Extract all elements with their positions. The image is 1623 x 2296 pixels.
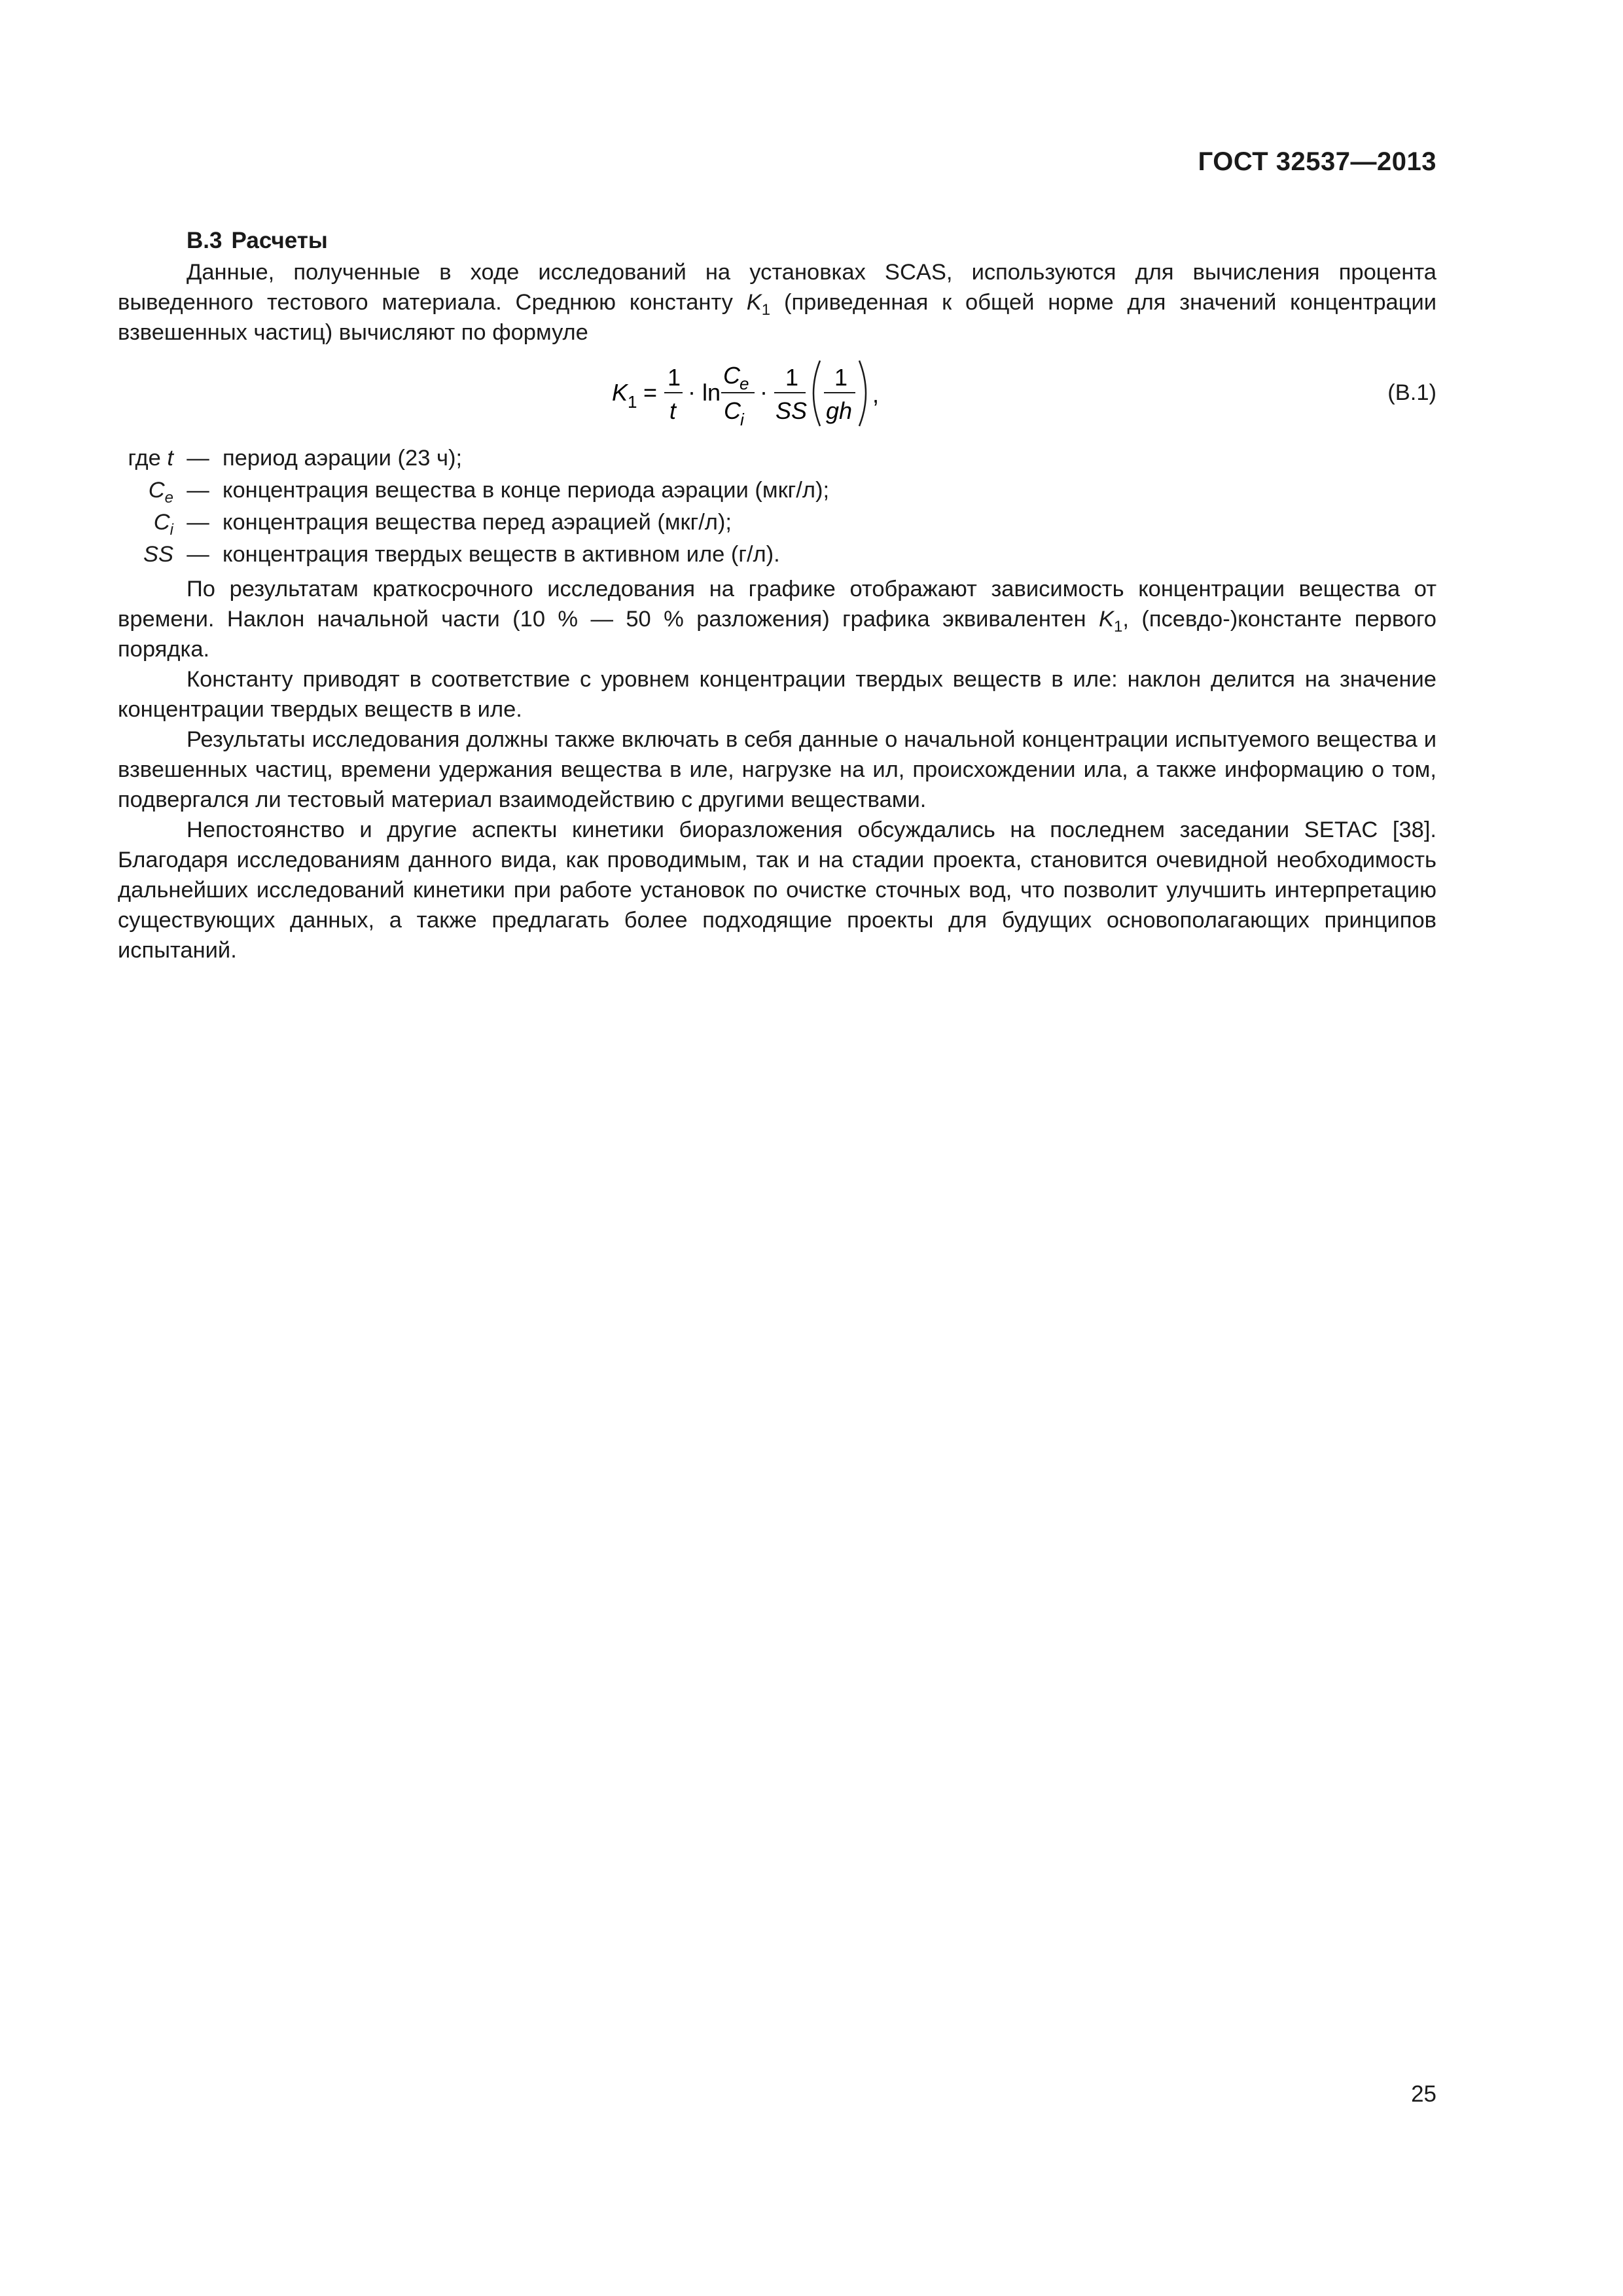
intro-symbol: K — [746, 290, 762, 315]
legend-prefix: где — [128, 446, 168, 471]
formula-den-t: t — [669, 397, 677, 424]
legend-symbol — [118, 475, 173, 505]
page-number: 25 — [1411, 2081, 1436, 2107]
document-code: ГОСТ 32537—2013 — [1198, 147, 1436, 176]
intro-paragraph — [118, 257, 1436, 348]
formula-gh: gh — [826, 397, 853, 424]
paragraph-constant-normalization: Константу приводят в соответствие с уровнем концентрации твердых веществ в иле: наклон делится на значение концентрации твердых веществ в иле. — [118, 667, 1436, 722]
formula-ci-sub: i — [740, 410, 744, 429]
legend-dash: — — [187, 542, 209, 567]
formula-lhs: K — [612, 379, 628, 406]
formula-lhs-sub: 1 — [628, 392, 637, 412]
legend-dash: — — [187, 478, 209, 503]
formula-row — [118, 351, 1436, 437]
left-paren — [813, 361, 820, 426]
main-content — [118, 226, 1436, 965]
legend-symbol — [118, 539, 173, 569]
legend-symbol-text: t — [167, 446, 173, 471]
para2-text-before: По результатам краткосрочного исследования на графике отображают зависимость концентрации вещества от времени. Наклон начальной части (10 % — 50 % разложения) графика эквивалентен — [118, 577, 1436, 632]
section-title: Расчеты — [231, 228, 328, 253]
para2-symbol: K — [1098, 607, 1114, 632]
formula-num-gh: 1 — [834, 364, 848, 391]
legend-row — [118, 443, 1436, 475]
section-heading — [187, 226, 1436, 256]
legend-description: концентрация твердых веществ в активном иле (г/л). — [223, 542, 780, 567]
intro-text-after: (приведенная к общей норме для значений концентрации взвешенных частиц) вычисляют по формуле — [118, 290, 1436, 345]
formula-ce-sub: e — [740, 374, 749, 393]
legend-symbol-text: SS — [143, 542, 173, 567]
legend-symbol-sub: i — [169, 521, 173, 539]
formula-num-1: 1 — [668, 364, 681, 391]
formula-ce: C — [723, 362, 740, 389]
legend-dash: — — [187, 446, 209, 471]
legend-dash: — — [187, 510, 209, 535]
legend-symbol-text: C — [153, 510, 170, 535]
legend-description: концентрация вещества в конце периода аэрации (мкг/л); — [223, 478, 830, 503]
intro-text-before: Данные, полученные в ходе исследований на установках SCAS, используются для вычисления процента выведенного тестового материала. Среднюю константу — [118, 260, 1436, 315]
legend-row — [118, 507, 1436, 539]
para2-symbol-sub: 1 — [1114, 618, 1123, 636]
paragraph-results-content: Результаты исследования должны также включать в себя данные о начальной концентрации испытуемого вещества и взвешенных частиц, времени удержания вещества в иле, нагрузке на ил, происхождении ила, а также информацию о том, подвергался ли тестовый материал взаимодействию с другими веществами. — [118, 727, 1436, 812]
paragraph-graph-slope — [118, 574, 1436, 664]
legend-description: концентрация вещества перед аэрацией (мкг/л); — [223, 510, 732, 535]
right-paren — [859, 361, 866, 426]
legend-row — [118, 475, 1436, 507]
formula-dot-1: · — [688, 378, 696, 405]
legend-description: период аэрации (23 ч); — [223, 446, 463, 471]
legend-symbol — [118, 443, 173, 473]
section-number: В.3 — [187, 228, 223, 253]
formula-number: (В.1) — [1387, 380, 1436, 405]
formula-ci: C — [724, 397, 741, 424]
intro-symbol-sub: 1 — [761, 301, 771, 319]
formula-num-ss: 1 — [785, 364, 799, 391]
formula-legend — [118, 443, 1436, 571]
formula-ln: ln — [702, 379, 721, 406]
formula-equals: = — [643, 379, 658, 406]
formula-b1 — [612, 353, 1031, 431]
legend-row — [118, 539, 1436, 571]
legend-symbol-sub: e — [164, 489, 173, 507]
legend-symbol-text: C — [148, 478, 165, 503]
legend-symbol — [118, 507, 173, 537]
formula-ss: SS — [776, 397, 808, 424]
para2-text-after: , (псевдо-)константе первого порядка. — [118, 607, 1436, 662]
paragraph-setac-discussion: Непостоянство и другие аспекты кинетики биоразложения обсуждались на последнем заседании SETAC [38]. Благодаря исследованиям данного вида, как проводимым, так и на стадии проекта, становится очевидной необходимость дальнейших исследований кинетики при работе установок по очистке сточных вод, что позволит улучшить интерпретацию существующих данных, а также предлагать более подходящие проекты для будущих основополагающих принципов испытаний. — [118, 817, 1436, 963]
formula-comma: , — [872, 381, 880, 408]
formula-dot-2: · — [760, 378, 768, 405]
